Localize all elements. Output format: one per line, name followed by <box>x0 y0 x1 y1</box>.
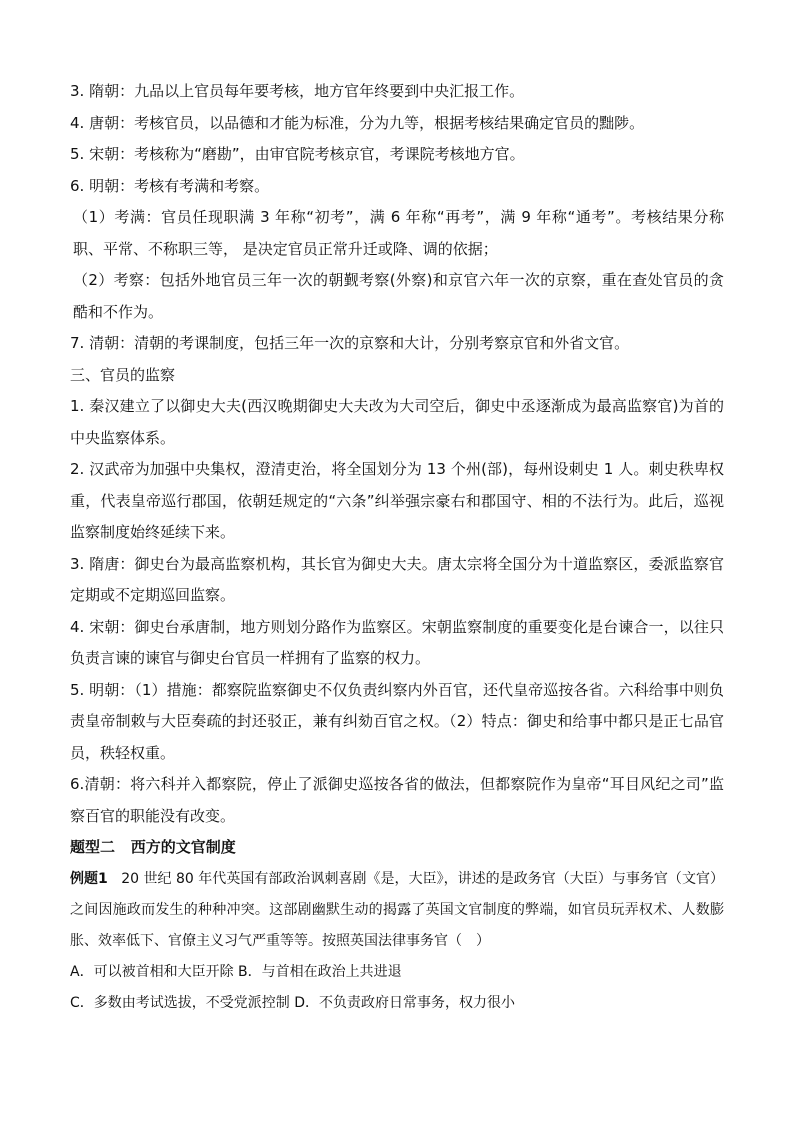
paragraph-song-assessment: 5. 宋朝：考核称为“磨勘”，由审官院考核京官，考课院考核地方官。 <box>70 145 525 163</box>
document-body <box>70 76 724 1019</box>
example-text: 20 世纪 80 年代英国有部政治讽刺喜剧《是，大臣》，讲述的是政务官（大臣）与事务官（文官）之间因施政而发生的种种冲突。这部剧幽默生动的揭露了英国文官制度的弊端，如官员玩弄权术、人数膨胀、效率低下、官僚主义习气严重等等。按照英国法律事务官（ ） <box>70 870 724 949</box>
paragraph-qing-assessment: 7. 清朝：清朝的考课制度，包括三年一次的京察和大计，分别考察京官和外省文官。 <box>70 334 630 352</box>
example-label: 例题1 <box>70 870 108 887</box>
paragraph-song-supervision: 4. 宋朝：御史台承唐制，地方则划分路作为监察区。宋朝监察制度的重要变化是台谏合一，以往只负责言谏的谏官与御史台官员一样拥有了监察的权力。 <box>70 617 724 667</box>
paragraph-handynasty-supervision: 2. 汉武帝为加强中央集权，澄清吏治，将全国划分为 13 个州(部)，每州设刺史 1 人。刺史秩卑权重，代表皇帝巡行郡国，依朝廷规定的“六条”纠举强宗豪右和郡国守、相的不法行为。此后，巡视监察制度始终延续下来。 <box>70 460 724 541</box>
paragraph-suitang-supervision: 3. 隋唐：御史台为最高监察机构，其长官为御史大夫。唐太宗将全国分为十道监察区，委派监察官定期或不定期巡回监察。 <box>70 554 724 604</box>
options-line-cd: C．多数由考试选拔，不受党派控制 D．不负责政府日常事务，权力很小 <box>70 994 516 1011</box>
example-question <box>70 864 724 957</box>
paragraph-kaoman: （1）考满：官员任现职满 3 年称“初考”，满 6 年称“再考”，满 9 年称“通考”。考核结果分称职、平常、不称职三等， 是决定官员正常升迁或降、调的依据； <box>73 208 724 258</box>
section-heading-western-civil-service <box>70 832 724 864</box>
options-line-ab: A．可以被首相和大臣开除 B．与首相在政治上共进退 <box>70 963 402 980</box>
paragraph-qinhan-supervision: 1. 秦汉建立了以御史大夫(西汉晚期御史大夫改为大司空后，御史中丞逐渐成为最高监察官)为首的中央监察体系。 <box>70 397 724 447</box>
paragraph-ming-supervision: 5. 明朝：（1）措施：都察院监察御史不仅负责纠察内外百官，还代皇帝巡按各省。六科给事中则负责皇帝制敕与大臣奏疏的封还驳正，兼有纠劾百官之权。（2）特点：御史和给事中都只是正七品官员，秩轻权重。 <box>70 680 724 762</box>
paragraph-tang-assessment: 4. 唐朝：考核官员，以品德和才能为标准，分为九等，根据考核结果确定官员的黜陟。 <box>70 113 645 132</box>
paragraph-kaocha: （2）考察：包括外地官员三年一次的朝觐考察(外察)和京官六年一次的京察，重在查处官员的贪酷和不作为。 <box>73 271 724 321</box>
paragraph-qing-supervision: 6.清朝：将六科并入都察院，停止了派御史巡按各省的做法，但都察院作为皇帝“耳目风纪之司”监察百官的职能没有改变。 <box>70 775 724 825</box>
section-label: 题型二 <box>70 838 116 856</box>
paragraph-ming-assessment: 6. 明朝：考核有考满和考察。 <box>70 176 270 195</box>
paragraph-sui-assessment: 3. 隋朝：九品以上官员每年要考核，地方官年终要到中央汇报工作。 <box>70 82 525 100</box>
section-heading-supervision: 三、官员的监察 <box>70 365 176 384</box>
section-title: 西方的文官制度 <box>130 838 236 856</box>
